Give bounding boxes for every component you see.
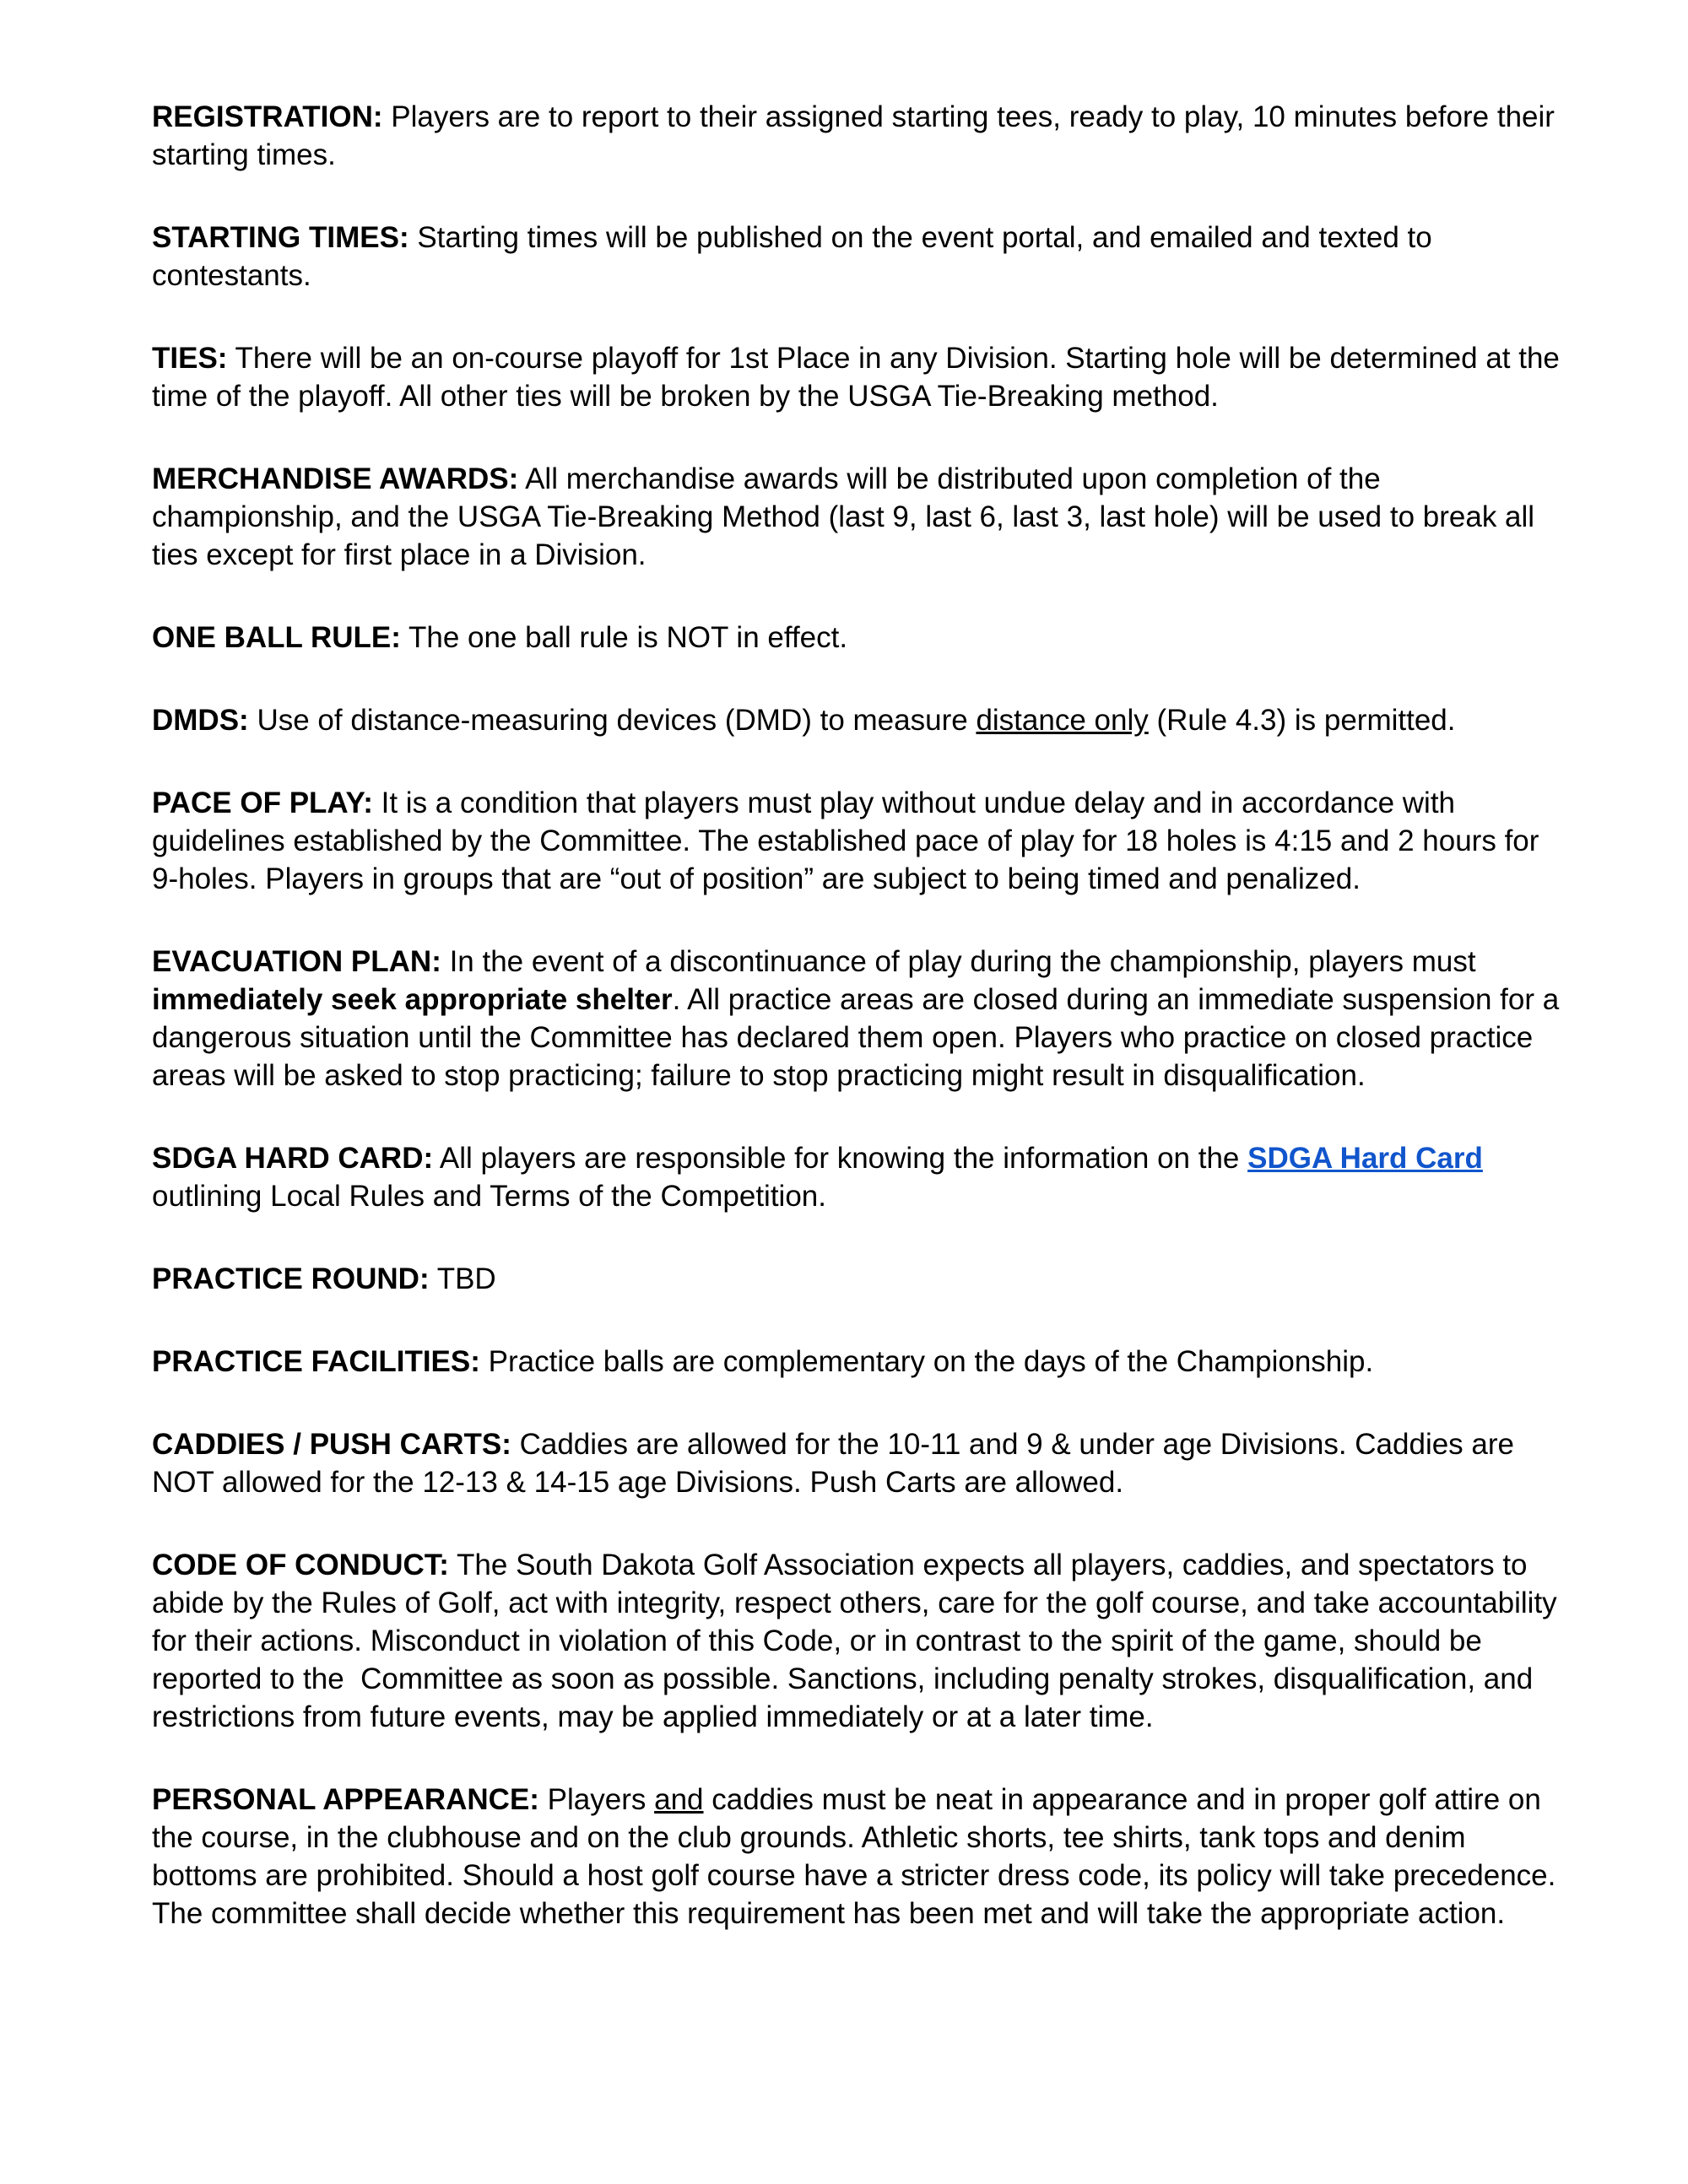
section-personal-appearance-body-pre: Players <box>538 1783 655 1816</box>
section-practice-round-heading: PRACTICE ROUND: <box>152 1262 430 1295</box>
section-one-ball-rule-heading: ONE BALL RULE: <box>152 621 401 654</box>
section-pace-of-play <box>152 784 1561 898</box>
section-starting-times-heading: STARTING TIMES: <box>152 221 409 254</box>
section-ties-body: There will be an on-course playoff for 1st Place in any Division. Starting hole will be determined at the time of the playoff. All other ties will be broken by the USGA Tie-Breaking method. <box>152 342 1560 413</box>
section-personal-appearance-heading: PERSONAL APPEARANCE: <box>152 1783 539 1816</box>
section-evacuation-plan-heading: EVACUATION PLAN: <box>152 945 441 978</box>
section-one-ball-rule-body: The one ball rule is NOT in effect. <box>400 621 848 654</box>
section-practice-facilities <box>152 1343 1561 1381</box>
section-dmds-heading: DMDS: <box>152 704 249 737</box>
section-code-of-conduct-body: The South Dakota Golf Association expects all players, caddies, and spectators to abide by the Rules of Golf, act with integrity, respect others, care for the golf course, and take accountability for their actions. Misconduct in violation of this Code, or in contrast to the spirit of the game, should be reported to the Committee as soon as possible. Sanctions, including penalty strokes, disqualification, and restrictions from future events, may be applied immediately or at a later time. <box>152 1549 1557 1733</box>
sdga-hard-card-link[interactable]: SDGA Hard Card <box>1247 1142 1483 1175</box>
section-merchandise-awards <box>152 460 1561 574</box>
section-personal-appearance <box>152 1781 1561 1933</box>
section-practice-facilities-body: Practice balls are complementary on the days of the Championship. <box>479 1345 1374 1378</box>
section-practice-round <box>152 1260 1561 1298</box>
section-ties-heading: TIES: <box>152 342 228 375</box>
section-sdga-hard-card-body-pre: All players are responsible for knowing the information on the <box>433 1142 1248 1175</box>
section-personal-appearance-body-post: caddies must be neat in appearance and in proper golf attire on the course, in the clubhouse and on the club grounds. Athletic shorts, tee shirts, tank tops and denim bottoms are prohibited. Should a host golf course have a stricter dress code, its policy will take precedence. The committee shall decide whether this requirement has been met and will take the appropriate action. <box>152 1783 1556 1930</box>
section-merchandise-awards-body: All merchandise awards will be distributed upon completion of the championship, and the USGA Tie-Breaking Method (last 9, last 6, last 3, last hole) will be used to break all ties except for first place in a Division. <box>152 462 1535 571</box>
section-dmds-body-pre: Use of distance-measuring devices (DMD) to measure <box>248 704 977 737</box>
and-underlined-text: and <box>654 1783 704 1816</box>
section-practice-round-body: TBD <box>429 1262 496 1295</box>
section-one-ball-rule <box>152 619 1561 657</box>
section-practice-facilities-heading: PRACTICE FACILITIES: <box>152 1345 480 1378</box>
section-evacuation-plan-body-pre: In the event of a discontinuance of play during the championship, players must <box>441 945 1476 978</box>
section-ties <box>152 339 1561 415</box>
section-sdga-hard-card <box>152 1139 1561 1215</box>
section-caddies-push-carts <box>152 1425 1561 1501</box>
section-evacuation-plan <box>152 943 1561 1095</box>
section-registration <box>152 98 1561 174</box>
section-dmds-body-post: (Rule 4.3) is permitted. <box>1148 704 1456 737</box>
section-caddies-push-carts-heading: CADDIES / PUSH CARTS: <box>152 1428 511 1461</box>
section-code-of-conduct <box>152 1546 1561 1736</box>
section-starting-times-body: Starting times will be published on the event portal, and emailed and texted to contestants. <box>152 221 1432 292</box>
section-code-of-conduct-heading: CODE OF CONDUCT: <box>152 1549 449 1581</box>
section-evacuation-plan-body-post: . All practice areas are closed during an immediate suspension for a dangerous situation until the Committee has declared them open. Players who practice on closed practice areas will be asked to stop practicing; failure to stop practicing might result in disqualification. <box>152 983 1560 1092</box>
section-dmds <box>152 701 1561 739</box>
section-caddies-push-carts-body: Caddies are allowed for the 10-11 and 9 & under age Divisions. Caddies are NOT allowed for the 12-13 & 14-15 age Divisions. Push Carts are allowed. <box>152 1428 1514 1499</box>
section-sdga-hard-card-heading: SDGA HARD CARD: <box>152 1142 434 1175</box>
seek-shelter-bold-text: immediately seek appropriate shelter <box>152 983 673 1016</box>
distance-only-underlined-text: distance only <box>976 704 1149 737</box>
section-registration-heading: REGISTRATION: <box>152 100 383 133</box>
section-merchandise-awards-heading: MERCHANDISE AWARDS: <box>152 462 519 495</box>
section-registration-body: Players are to report to their assigned starting tees, ready to play, 10 minutes before their starting times. <box>152 100 1555 171</box>
section-sdga-hard-card-body-post: outlining Local Rules and Terms of the Competition. <box>152 1180 826 1213</box>
section-starting-times <box>152 219 1561 295</box>
section-pace-of-play-heading: PACE OF PLAY: <box>152 787 373 819</box>
section-pace-of-play-body: It is a condition that players must play without undue delay and in accordance with guidelines established by the Committee. The established pace of play for 18 holes is 4:15 and 2 hours for 9-holes. Players in groups that are “out of position” are subject to being timed and penalized. <box>152 787 1539 895</box>
